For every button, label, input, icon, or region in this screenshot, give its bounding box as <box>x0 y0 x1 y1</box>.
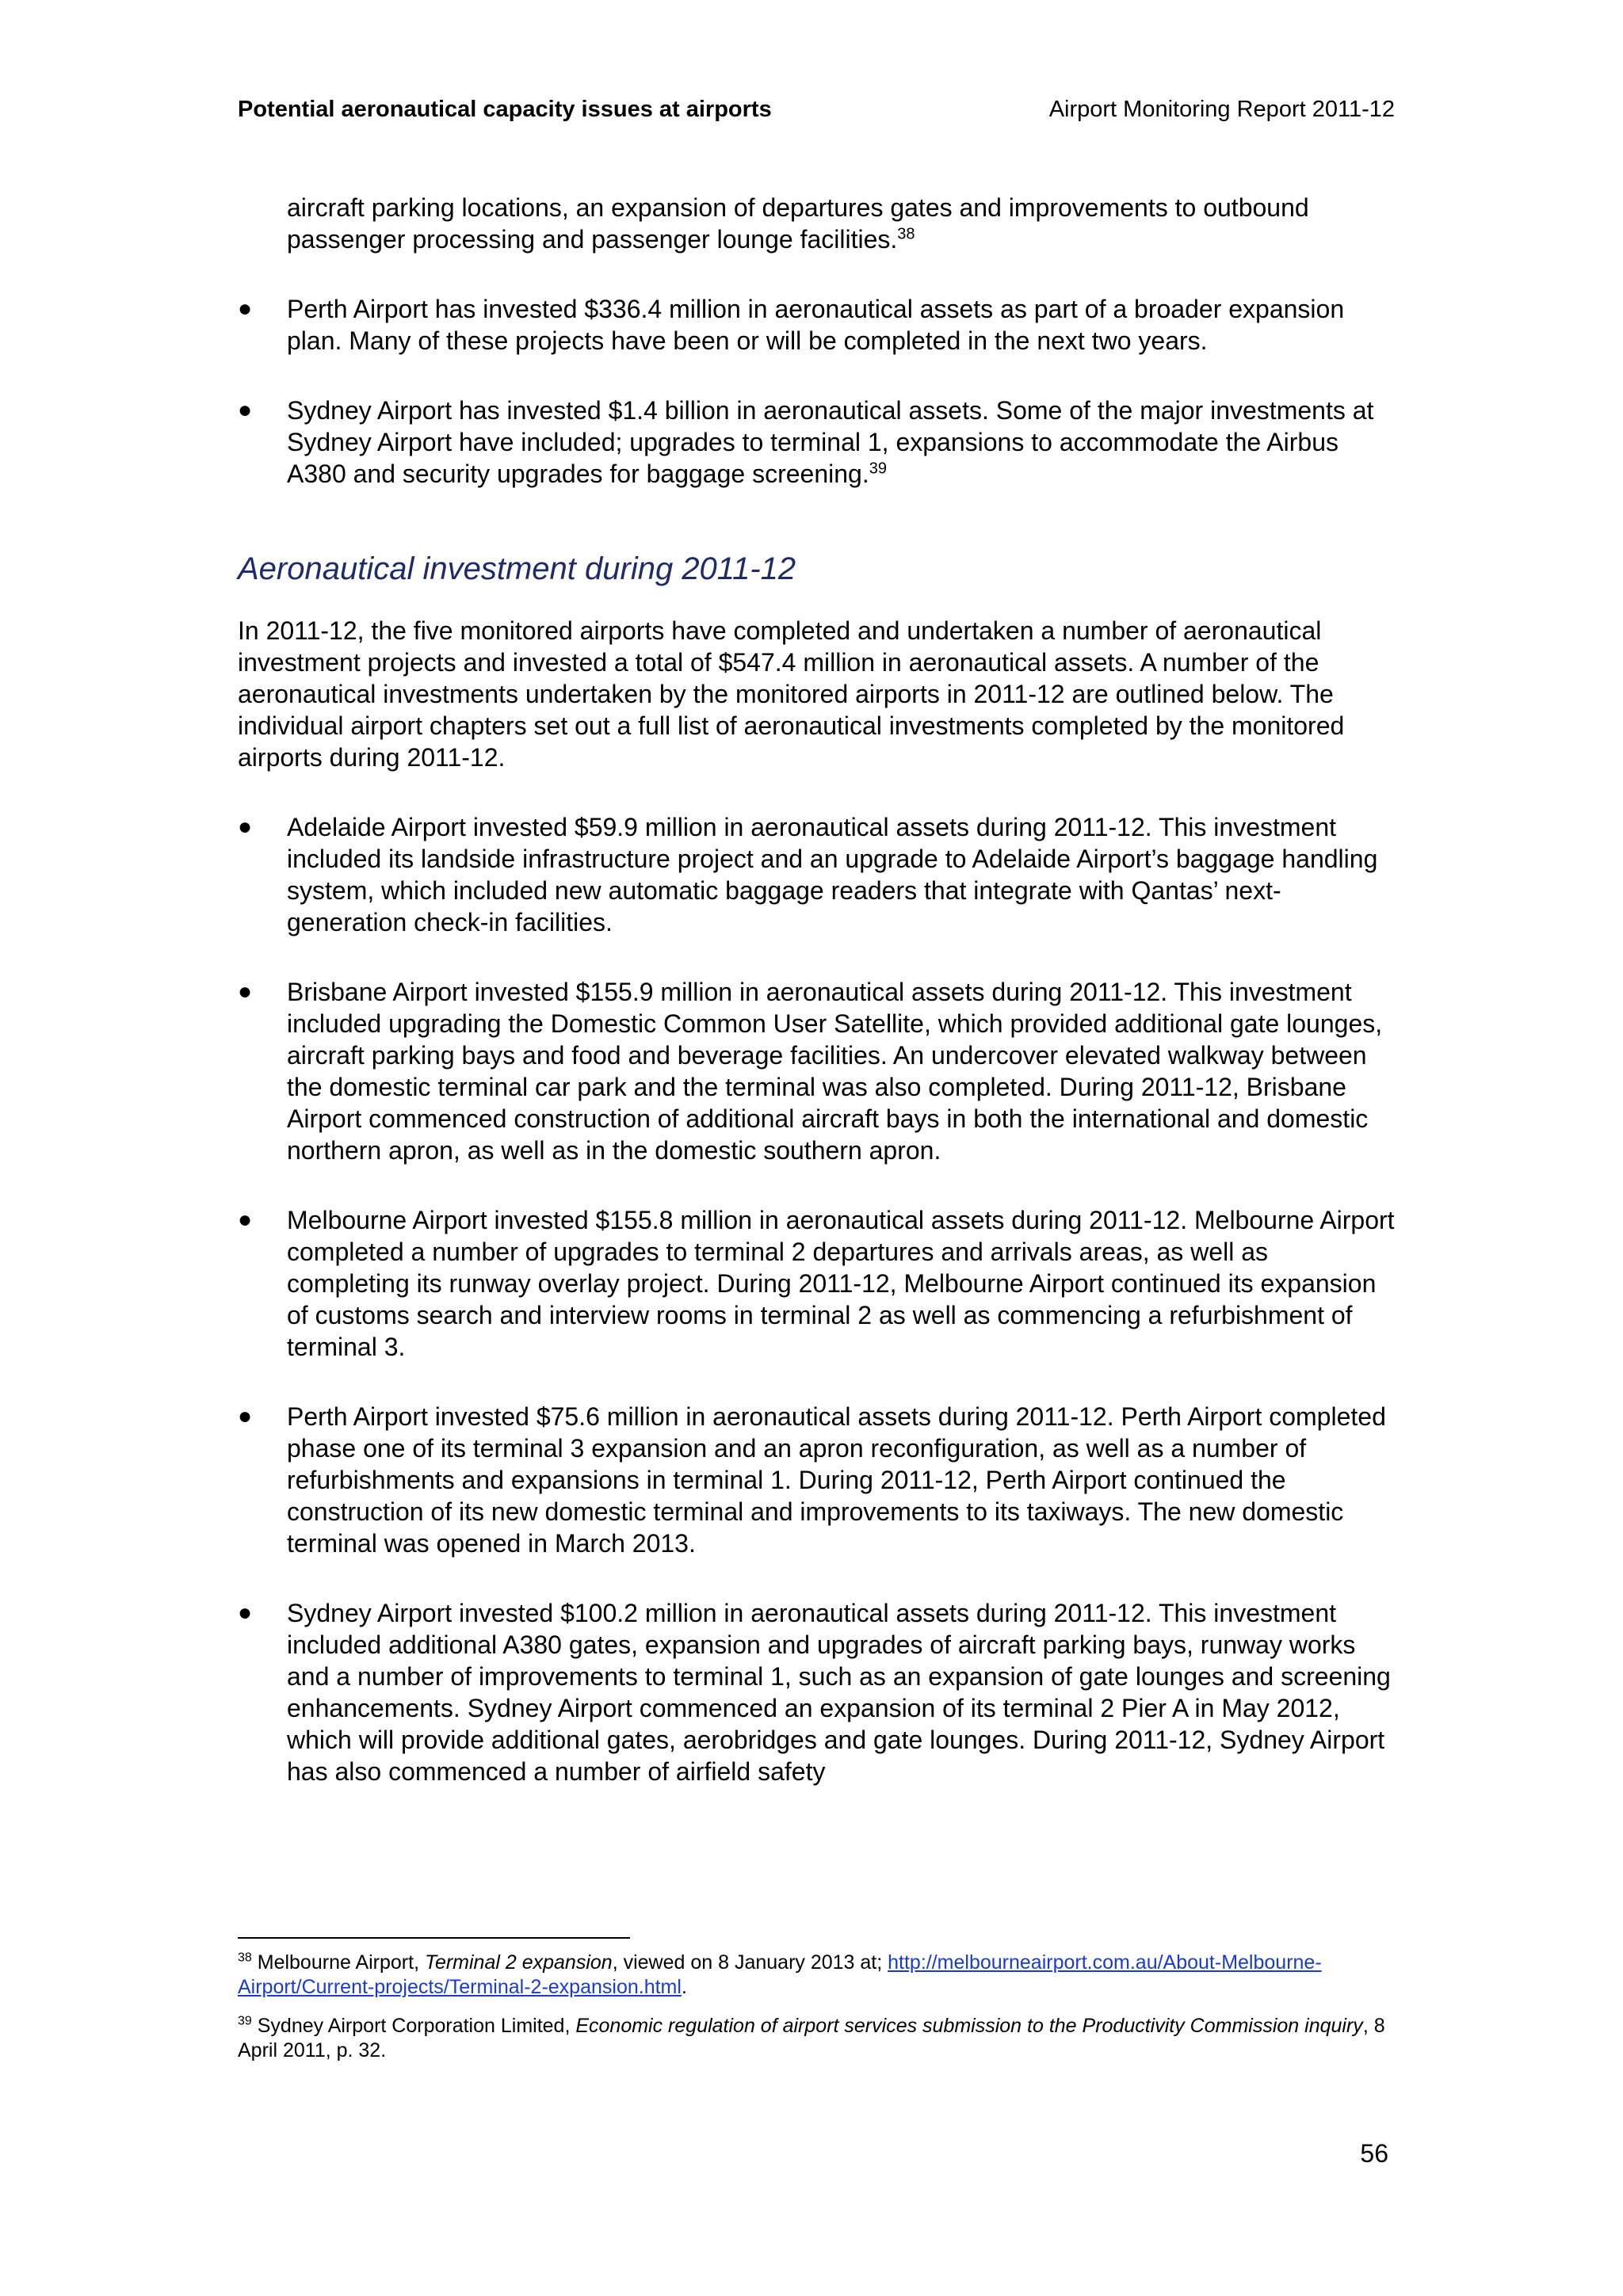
footnote-separator <box>238 1937 630 1939</box>
header-report-title: Airport Monitoring Report 2011-12 <box>1048 97 1395 122</box>
bullet-item-sydney <box>238 1597 1395 1787</box>
header-section-title: Potential aeronautical capacity issues at airports <box>238 97 772 122</box>
bullet-icon: ● <box>238 296 253 322</box>
bullet-text: Adelaide Airport invested $59.9 million in aeronautical assets during 2011-12. This investment included its landside infrastructure project and an upgrade to Adelaide Airport’s baggage handling system, which included new automatic baggage readers that integrate with Qantas’ next-generation check-in facilities. <box>287 813 1378 936</box>
continued-bullet-item <box>238 192 1395 255</box>
bullet-text: Melbourne Airport invested $155.8 million in aeronautical assets during 2011-12. Melbourne Airport completed a number of upgrades to terminal 2 departures and arrivals areas, as well as completing its runway overlay project. During 2011-12, Melbourne Airport continued its expansion of customs search and interview rooms in terminal 2 as well as commencing a refurbishment of terminal 3. <box>287 1206 1395 1361</box>
intro-paragraph: In 2011-12, the five monitored airports have completed and undertaken a number of aeronautical investment projects and invested a total of $547.4 million in aeronautical assets. A number of the aeronautical investments undertaken by the monitored airports in 2011-12 are outlined below. The individual airport chapters set out a full list of aeronautical investments completed by the monitored airports during 2011-12. <box>238 616 1345 772</box>
bullet-icon: ● <box>238 397 253 423</box>
bullet-item-perth-intro <box>238 293 1395 357</box>
bullet-text: Perth Airport has invested $336.4 million in aeronautical assets as part of a broader expansion plan. Many of these projects have been or will be completed in the next two years. <box>287 295 1345 355</box>
page-number: 56 <box>1360 2139 1388 2168</box>
footnote-ref: 39 <box>869 460 887 478</box>
footnote-number: 38 <box>238 1951 252 1965</box>
bullet-icon: ● <box>238 1600 253 1626</box>
bullet-item-adelaide <box>238 811 1395 938</box>
running-header <box>238 97 1395 128</box>
bullet-icon: ● <box>238 814 253 840</box>
bullet-icon: ● <box>238 1403 253 1429</box>
footnote-39: $^{39}$ Sydney Airport Corporation Limited, Economic regulation of airport services submission to the Productivity Commission inquiry, 8 April 2011, p. 32. <box>238 2014 1385 2061</box>
section-heading: Aeronautical investment during 2011-12 <box>238 551 796 586</box>
bullet-text: Perth Airport invested $75.6 million in aeronautical assets during 2011-12. Perth Airport completed phase one of its terminal 3 expansion and an apron reconfiguration, as well as a number of refurbishments and expansions in terminal 1. During 2011-12, Perth Airport continued the construction of its new domestic terminal and improvements to its taxiways. The new domestic terminal was opened in March 2013. <box>287 1402 1386 1558</box>
bullet-text: Sydney Airport invested $100.2 million in aeronautical assets during 2011-12. This investment included additional A380 gates, expansion and upgrades of aircraft parking bays, runway works and a number of improvements to terminal 1, such as an expansion of gate lounges and screening enhancements. Sydney Airport commenced an expansion of its terminal 2 Pier A in May 2012, which will provide additional gates, aerobridges and gate lounges. During 2011-12, Sydney Airport has also commenced a number of airfield safety <box>287 1599 1391 1786</box>
bullet-text: Sydney Airport has invested $1.4 billion in aeronautical assets. Some of the major investments at Sydney Airport have included; upgrades to terminal 1, expansions to accommodate the Airbus A380 and security upgrades for baggage screening.$^{39}$ <box>287 396 1374 488</box>
bullet-item-sydney-intro <box>238 395 1395 490</box>
bullet-text: Brisbane Airport invested $155.9 million in aeronautical assets during 2011-12. This investment included upgrading the Domestic Common User Satellite, which provided additional gate lounges, aircraft parking bays and food and beverage facilities. An undercover elevated walkway between the domestic terminal car park and the terminal was also completed. During 2011-12, Brisbane Airport commenced construction of additional aircraft bays in both the international and domestic northern apron, as well as in the domestic southern apron. <box>287 978 1383 1165</box>
bullet-icon: ● <box>238 1207 253 1233</box>
footnote-number: 39 <box>238 2014 252 2028</box>
footnote-38: $^{38}$ Melbourne Airport, Terminal 2 expansion, viewed on 8 January 2013 at; http://melbourneairport.com.au/About-Melbourne-Airport/Current-projects/Terminal-2-expansion.html. <box>238 1951 1322 1998</box>
footnotes <box>238 1951 1395 2077</box>
bullet-item-brisbane <box>238 976 1395 1166</box>
bullet-item-perth <box>238 1401 1395 1559</box>
bullet-icon: ● <box>238 978 253 1005</box>
page-body <box>238 192 1395 1825</box>
bullet-item-melbourne <box>238 1204 1395 1363</box>
footnote-link[interactable]: http://melbourneairport.com.au/About-Melbourne-Airport/Current-projects/Terminal-2-expansion.html <box>238 1951 1322 1998</box>
bullet-text: aircraft parking locations, an expansion of departures gates and improvements to outbound passenger processing and passenger lounge facilities.$^{38}$ <box>287 193 1309 254</box>
footnote-ref: 38 <box>897 225 915 243</box>
